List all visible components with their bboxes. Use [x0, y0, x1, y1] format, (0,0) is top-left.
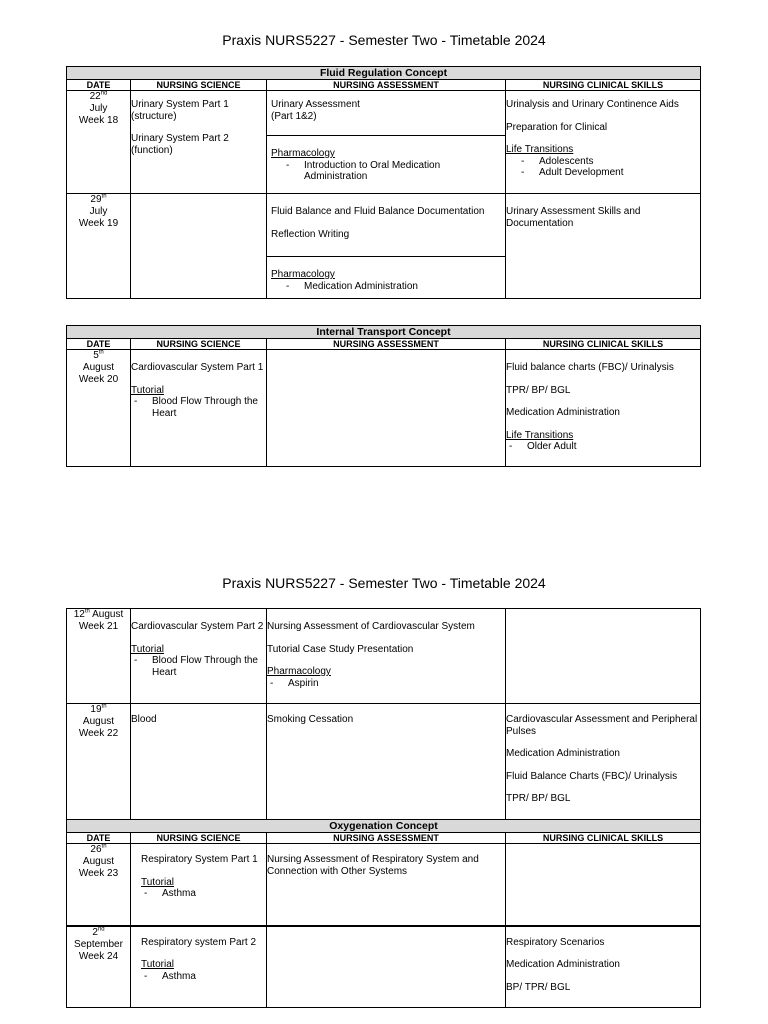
table-row — [67, 194, 701, 299]
assessment-cell: Smoking Cessation — [267, 704, 506, 820]
science-cell: Cardiovascular System Part 2 Tutorial - Blood Flow Through the Heart — [131, 609, 267, 704]
date-cell: 29th July Week 19 — [67, 194, 131, 299]
concept-title: Internal Transport Concept — [67, 326, 701, 339]
header-date: DATE — [67, 833, 131, 844]
assessment-cell — [267, 350, 506, 467]
header-assessment: NURSING ASSESSMENT — [267, 80, 506, 91]
skills-cell: Fluid balance charts (FBC)/ Urinalysis TPR/ BP/ BGL Medication Administration Life Transitions - Older Adult — [506, 350, 701, 467]
concept-title: Fluid Regulation Concept — [67, 67, 701, 80]
table-row — [67, 704, 701, 820]
science-cell: Blood — [131, 704, 267, 820]
internal-transport-table — [66, 325, 701, 467]
header-science: NURSING SCIENCE — [131, 80, 267, 91]
skills-cell: Respiratory Scenarios Medication Administration BP/ TPR/ BGL — [506, 926, 701, 1008]
assessment-cell: Fluid Balance and Fluid Balance Documentation Reflection Writing Pharmacology - Medication Administration — [267, 194, 506, 299]
concept-title: Oxygenation Concept — [67, 820, 701, 833]
science-cell — [131, 194, 267, 299]
skills-cell — [506, 609, 701, 704]
page-title: Praxis NURS5227 - Semester Two - Timetable 2024 — [222, 575, 546, 591]
science-cell: Respiratory system Part 2 Tutorial - Asthma — [131, 926, 267, 1008]
science-cell: Urinary System Part 1 (structure) Urinary System Part 2 (function) — [131, 91, 267, 194]
page-title: Praxis NURS5227 - Semester Two - Timetable 2024 — [222, 32, 546, 48]
skills-cell: Cardiovascular Assessment and Peripheral Pulses Medication Administration Fluid Balance Charts (FBC)/ Urinalysis TPR/ BP/ BGL — [506, 704, 701, 820]
date-cell: 12th August Week 21 — [67, 609, 131, 704]
date-cell: 19th August Week 22 — [67, 704, 131, 820]
assessment-cell: Nursing Assessment of Respiratory System and Connection with Other Systems — [267, 844, 506, 926]
header-date: DATE — [67, 80, 131, 91]
table-row — [67, 844, 701, 926]
assessment-cell: Nursing Assessment of Cardiovascular System Tutorial Case Study Presentation Pharmacology - Aspirin — [267, 609, 506, 704]
header-skills: NURSING CLINICAL SKILLS — [506, 80, 701, 91]
date-cell: 2nd September Week 24 — [67, 926, 131, 1008]
header-science: NURSING SCIENCE — [131, 833, 267, 844]
science-cell: Cardiovascular System Part 1 Tutorial - Blood Flow Through the Heart — [131, 350, 267, 467]
skills-cell: Urinary Assessment Skills and Documentation — [506, 194, 701, 299]
date-cell: 5th August Week 20 — [67, 350, 131, 467]
header-skills: NURSING CLINICAL SKILLS — [506, 833, 701, 844]
header-science: NURSING SCIENCE — [131, 339, 267, 350]
table-row — [67, 91, 701, 194]
header-skills: NURSING CLINICAL SKILLS — [506, 339, 701, 350]
table-row — [67, 926, 701, 1008]
skills-cell: Urinalysis and Urinary Continence Aids Preparation for Clinical Life Transitions - Adolescents - Adult Development — [506, 91, 701, 194]
header-date: DATE — [67, 339, 131, 350]
assessment-cell: Urinary Assessment (Part 1&2) Pharmacology - Introduction to Oral Medication Administration — [267, 91, 506, 194]
header-assessment: NURSING ASSESSMENT — [267, 833, 506, 844]
assessment-cell — [267, 926, 506, 1008]
page2-table — [66, 608, 701, 1008]
date-cell: 26th August Week 23 — [67, 844, 131, 926]
table-row — [67, 609, 701, 704]
science-cell: Respiratory System Part 1 Tutorial - Asthma — [131, 844, 267, 926]
date-cell: 22nd July Week 18 — [67, 91, 131, 194]
header-assessment: NURSING ASSESSMENT — [267, 339, 506, 350]
table-row — [67, 350, 701, 467]
fluid-regulation-table — [66, 66, 701, 299]
skills-cell — [506, 844, 701, 926]
